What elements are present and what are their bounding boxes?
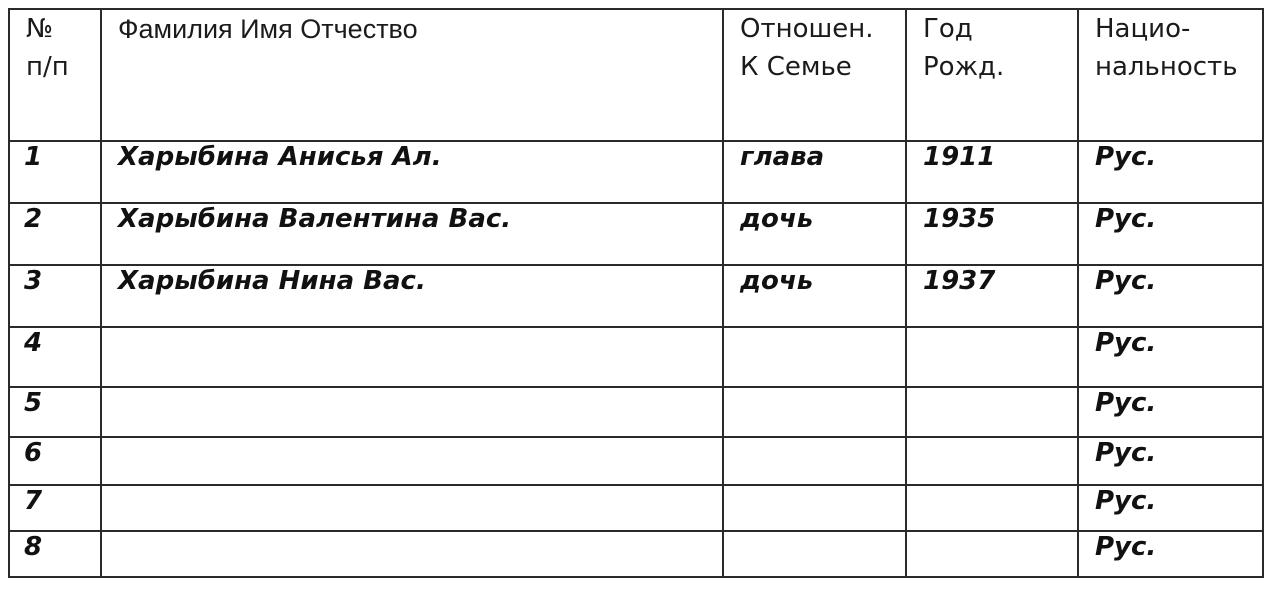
row-relation bbox=[723, 437, 906, 485]
row-nationality: Рус. bbox=[1078, 387, 1263, 437]
row-relation: глава bbox=[723, 141, 906, 203]
document-sheet bbox=[8, 8, 1262, 588]
row-relation: дочь bbox=[723, 203, 906, 265]
row-full-name: Харыбина Валентина Вас. bbox=[101, 203, 723, 265]
table-row bbox=[9, 265, 1263, 327]
row-full-name bbox=[101, 485, 723, 531]
header-number bbox=[9, 9, 101, 141]
row-birth-year: 1937 bbox=[906, 265, 1078, 327]
header-row bbox=[9, 9, 1263, 141]
row-full-name bbox=[101, 531, 723, 577]
row-relation: дочь bbox=[723, 265, 906, 327]
table-row bbox=[9, 531, 1263, 577]
row-birth-year bbox=[906, 327, 1078, 387]
table-row bbox=[9, 141, 1263, 203]
row-number: 8 bbox=[9, 531, 101, 577]
row-number: 6 bbox=[9, 437, 101, 485]
row-birth-year bbox=[906, 387, 1078, 437]
row-full-name: Харыбина Анисья Ал. bbox=[101, 141, 723, 203]
row-number: 5 bbox=[9, 387, 101, 437]
row-nationality: Рус. bbox=[1078, 531, 1263, 577]
row-birth-year bbox=[906, 437, 1078, 485]
row-number: 1 bbox=[9, 141, 101, 203]
header-relation-line-2: К Семье bbox=[740, 52, 852, 82]
row-nationality: Рус. bbox=[1078, 327, 1263, 387]
header-nationality-line-2: нальность bbox=[1095, 52, 1238, 82]
header-birth-year-line-2: Рожд. bbox=[923, 52, 1005, 82]
row-nationality: Рус. bbox=[1078, 485, 1263, 531]
row-birth-year: 1935 bbox=[906, 203, 1078, 265]
row-birth-year: 1911 bbox=[906, 141, 1078, 203]
row-relation bbox=[723, 485, 906, 531]
header-full-name bbox=[101, 9, 723, 141]
row-full-name bbox=[101, 387, 723, 437]
table-row bbox=[9, 387, 1263, 437]
row-full-name: Харыбина Нина Вас. bbox=[101, 265, 723, 327]
table-row bbox=[9, 203, 1263, 265]
row-relation bbox=[723, 531, 906, 577]
row-full-name bbox=[101, 437, 723, 485]
header-birth-year-line-1: Год bbox=[923, 14, 973, 44]
header-birth-year bbox=[906, 9, 1078, 141]
header-number-line-2: п/п bbox=[26, 52, 69, 82]
row-birth-year bbox=[906, 485, 1078, 531]
row-nationality: Рус. bbox=[1078, 203, 1263, 265]
row-nationality: Рус. bbox=[1078, 437, 1263, 485]
row-relation bbox=[723, 387, 906, 437]
row-number: 2 bbox=[9, 203, 101, 265]
row-relation bbox=[723, 327, 906, 387]
row-number: 4 bbox=[9, 327, 101, 387]
row-nationality: Рус. bbox=[1078, 265, 1263, 327]
header-relation bbox=[723, 9, 906, 141]
header-full-name-label: Фамилия Имя Отчество bbox=[118, 14, 418, 44]
table-row bbox=[9, 327, 1263, 387]
header-number-line-1: № bbox=[26, 14, 54, 44]
row-full-name bbox=[101, 327, 723, 387]
row-number: 7 bbox=[9, 485, 101, 531]
family-table bbox=[8, 8, 1264, 578]
header-relation-line-1: Отношен. bbox=[740, 14, 874, 44]
header-nationality-line-1: Нацио- bbox=[1095, 14, 1191, 44]
table-row bbox=[9, 485, 1263, 531]
row-birth-year bbox=[906, 531, 1078, 577]
row-nationality: Рус. bbox=[1078, 141, 1263, 203]
row-number: 3 bbox=[9, 265, 101, 327]
header-nationality bbox=[1078, 9, 1263, 141]
table-row bbox=[9, 437, 1263, 485]
